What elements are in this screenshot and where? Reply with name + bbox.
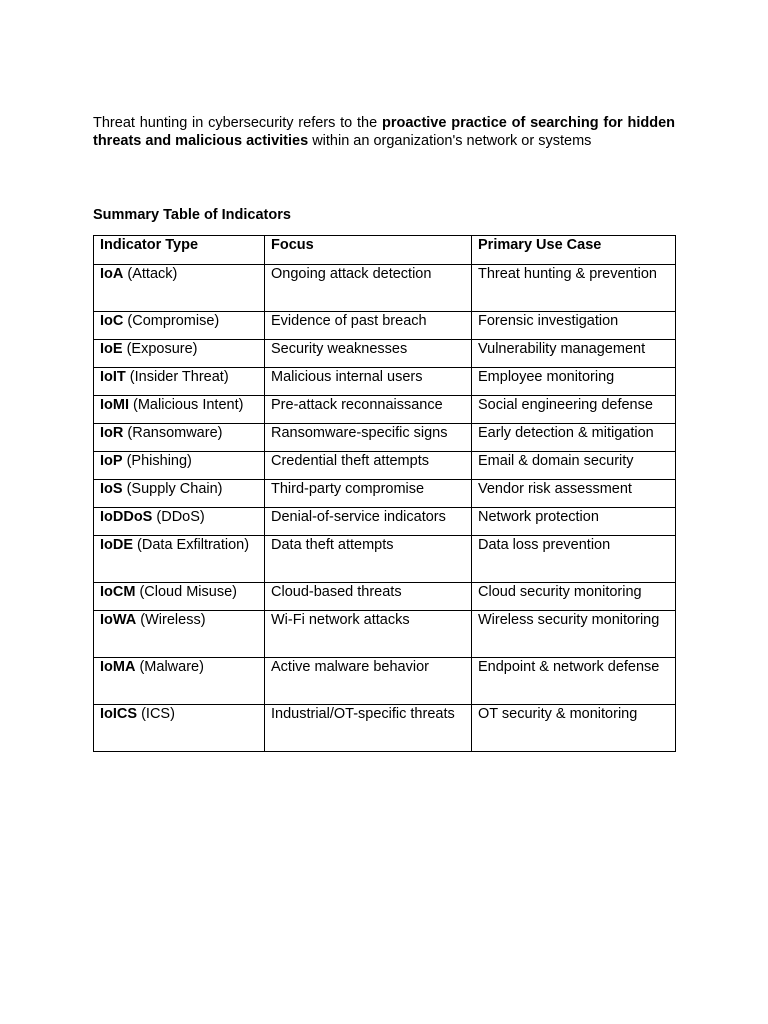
indicators-table xyxy=(93,235,676,752)
intro-text-start: Threat hunting in cybersecurity refers to the xyxy=(93,115,382,131)
indicator-code: IoCM xyxy=(100,584,136,600)
indicator-code: IoIT xyxy=(100,369,126,385)
use-case-cell: OT security & monitoring xyxy=(472,705,676,752)
indicator-code: IoWA xyxy=(100,612,137,628)
indicator-code: IoP xyxy=(100,453,123,469)
focus-cell: Industrial/OT-specific threats xyxy=(265,705,472,752)
indicator-name: (Compromise) xyxy=(123,313,220,329)
table-row xyxy=(94,340,676,368)
use-case-cell: Forensic investigation xyxy=(472,312,676,340)
focus-cell: Evidence of past breach xyxy=(265,312,472,340)
indicator-cell xyxy=(94,265,265,312)
focus-cell: Data theft attempts xyxy=(265,536,472,583)
focus-cell: Ongoing attack detection xyxy=(265,265,472,312)
indicator-name: (Wireless) xyxy=(136,612,206,628)
table-row xyxy=(94,611,676,658)
indicator-cell xyxy=(94,658,265,705)
indicator-name: (Supply Chain) xyxy=(122,481,223,497)
focus-cell: Security weaknesses xyxy=(265,340,472,368)
focus-cell: Cloud-based threats xyxy=(265,583,472,611)
indicator-name: (Exposure) xyxy=(122,341,198,357)
use-case-cell: Employee monitoring xyxy=(472,368,676,396)
use-case-cell: Threat hunting & prevention xyxy=(472,265,676,312)
use-case-cell: Wireless security monitoring xyxy=(472,611,676,658)
indicator-code: IoDDoS xyxy=(100,509,153,525)
focus-cell: Active malware behavior xyxy=(265,658,472,705)
indicator-code: IoR xyxy=(100,425,124,441)
indicator-cell xyxy=(94,396,265,424)
use-case-cell: Data loss prevention xyxy=(472,536,676,583)
table-row xyxy=(94,424,676,452)
indicator-code: IoS xyxy=(100,481,123,497)
intro-text-end: within an organization's network or systems xyxy=(308,133,592,149)
indicator-name: (DDoS) xyxy=(152,509,205,525)
indicator-code: IoMI xyxy=(100,397,129,413)
indicator-code: IoA xyxy=(100,266,124,282)
table-row xyxy=(94,452,676,480)
indicator-cell xyxy=(94,536,265,583)
indicator-cell xyxy=(94,340,265,368)
indicator-name: (Insider Threat) xyxy=(125,369,229,385)
indicator-name: (Data Exfiltration) xyxy=(133,537,250,553)
indicator-cell xyxy=(94,452,265,480)
indicator-cell xyxy=(94,312,265,340)
indicator-name: (Cloud Misuse) xyxy=(135,584,237,600)
indicator-cell xyxy=(94,583,265,611)
use-case-cell: Early detection & mitigation xyxy=(472,424,676,452)
intro-paragraph xyxy=(93,114,675,150)
focus-cell: Credential theft attempts xyxy=(265,452,472,480)
table-header-row xyxy=(94,236,676,265)
use-case-cell: Network protection xyxy=(472,508,676,536)
table-title: Summary Table of Indicators xyxy=(93,207,291,223)
indicator-cell xyxy=(94,611,265,658)
table-row xyxy=(94,508,676,536)
table-row xyxy=(94,396,676,424)
indicator-code: IoICS xyxy=(100,706,138,722)
focus-cell: Pre-attack reconnaissance xyxy=(265,396,472,424)
table-row xyxy=(94,658,676,705)
focus-cell: Third-party compromise xyxy=(265,480,472,508)
table-row xyxy=(94,536,676,583)
header-focus: Focus xyxy=(265,236,472,265)
table-row xyxy=(94,265,676,312)
use-case-cell: Email & domain security xyxy=(472,452,676,480)
use-case-cell: Vendor risk assessment xyxy=(472,480,676,508)
indicator-name: (ICS) xyxy=(137,706,175,722)
indicator-cell xyxy=(94,480,265,508)
indicator-cell xyxy=(94,368,265,396)
indicator-code: IoMA xyxy=(100,659,136,675)
indicator-cell xyxy=(94,705,265,752)
focus-cell: Malicious internal users xyxy=(265,368,472,396)
indicator-cell xyxy=(94,424,265,452)
indicator-code: IoDE xyxy=(100,537,134,553)
indicator-code: IoC xyxy=(100,313,124,329)
table-row xyxy=(94,368,676,396)
use-case-cell: Social engineering defense xyxy=(472,396,676,424)
table-row xyxy=(94,583,676,611)
table-row xyxy=(94,312,676,340)
table-row xyxy=(94,705,676,752)
indicator-name: (Malicious Intent) xyxy=(129,397,244,413)
header-indicator-type: Indicator Type xyxy=(94,236,265,265)
indicator-cell xyxy=(94,508,265,536)
focus-cell: Ransomware-specific signs xyxy=(265,424,472,452)
table-row xyxy=(94,480,676,508)
indicator-code: IoE xyxy=(100,341,123,357)
indicator-name: (Ransomware) xyxy=(123,425,223,441)
use-case-cell: Cloud security monitoring xyxy=(472,583,676,611)
use-case-cell: Endpoint & network defense xyxy=(472,658,676,705)
focus-cell: Denial-of-service indicators xyxy=(265,508,472,536)
header-primary-use-case: Primary Use Case xyxy=(472,236,676,265)
indicator-name: (Malware) xyxy=(135,659,204,675)
focus-cell: Wi-Fi network attacks xyxy=(265,611,472,658)
intro-bold-phrase: proactive practice of searching for hidden threats and malicious activities xyxy=(93,115,675,149)
use-case-cell: Vulnerability management xyxy=(472,340,676,368)
indicator-name: (Phishing) xyxy=(122,453,192,469)
indicator-name: (Attack) xyxy=(123,266,178,282)
